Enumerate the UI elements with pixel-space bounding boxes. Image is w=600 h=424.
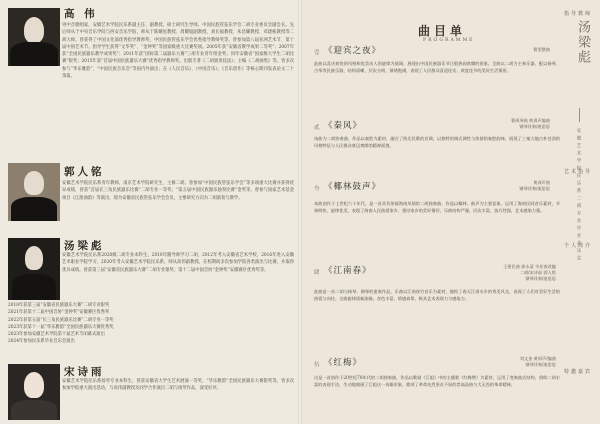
item-1-desc: 此曲以喜庆欢快的风格和优美动人的旋律为基调，展现出中国民族器乐节日般热闹欢腾的景象。全曲以二胡为主奏乐器，配以扬琴、古筝等民族乐器，结构清晰、层次分明、情绪饱满，表现了人民群众喜迎佳宾、欢度佳节的美好生活情景。 (314, 61, 560, 73)
photo-performer-1 (8, 8, 60, 66)
item-4-credit: 王建民曲 郭永清 韦亚南改编 二胡/宋诗雨 郭人铭 钢琴伴奏/庞思思 (503, 264, 556, 281)
photo-performer-2 (8, 163, 60, 221)
item-2-credit: 曹禺琴曲 黄训声编曲 钢琴伴奏/庞思思 (510, 118, 550, 129)
award-item: 2023年获第十一届“华乐雅韵”全国民族器乐大赛优秀奖 (8, 324, 114, 330)
performer-2-name: 郭人铭 (64, 166, 105, 178)
program-subtitle: PROGRAMME (423, 38, 475, 43)
performer-4-role: 特邀嘉宾 (563, 369, 592, 375)
award-item: 2021年获第十二届中国音协“金钟奖”安徽赛区优秀奖 (8, 310, 110, 316)
item-2-number: 贰 (314, 125, 321, 131)
award-item: 2018年获第三届“安徽省民族器乐大赛”二胡专业银奖 (8, 303, 110, 308)
performer-4-name: 宋诗雨 (64, 366, 105, 378)
item-1-number: 壹 (314, 50, 321, 56)
item-4-title: 《江南春》 (324, 266, 372, 276)
program-title: 曲目单 (418, 24, 467, 38)
brush-calligraphy: 汤梁彪 (575, 20, 590, 65)
item-3-title: 《椰林鼓声》 (324, 182, 382, 192)
item-2-title: 《秦风》 (324, 121, 363, 131)
sidebar-vertical-text: 安徽艺术学院民乐系二胡专业毕业音乐会 (576, 128, 581, 263)
item-5-number: 伍 (314, 362, 321, 368)
performer-1-role: 指导教师 (563, 11, 592, 17)
performer-3-bio: 安徽艺术学院民乐系2020级二胡专业本科生，2010年随导师学习二胡，2012年考入安徽省艺术学校，2016年进入安徽艺术职业学院学习，2020年考入安徽艺术学院民乐系，师从高伟副教授。在校期间多次参加学院各类演出与比赛，并取得优异成绩。曾获第三届“安徽省民族器乐大赛”二胡专业银奖；第十二届中国音协“金钟奖”安徽赛区优秀奖等。 (62, 253, 294, 273)
award-item: 2023年参加安徽艺术学院第十届艺术节闭幕式演出 (8, 332, 105, 338)
item-2-desc: 该曲为二胡协奏曲，作品以秦腔为素材，融合了陕北民歌的音调，以独特的调式调性与浓郁的秦腔韵味，展现了三秦大地古朴苍劲的风格特征与人民群众豪迈爽朗的精神面貌。 (314, 136, 560, 148)
page-fold (298, 0, 302, 424)
photo-performer-3 (8, 238, 60, 300)
performer-3-name: 汤梁彪 (64, 240, 105, 252)
item-3-desc: 本曲创作于上世纪六十年代，是一首具有浓郁海南风情的二胡独奏曲。作品以椰林、鼓声为主要意象，运用了海南民间音乐素材，节奏明快、旋律优美，表现了海南人民热爱家乡、建设家乡的美好情怀，乐曲结构严谨，层次丰富，技巧性强，艺术感染力强。 (314, 201, 560, 213)
performer-3-role: 个人简介 (563, 243, 592, 249)
award-item: 2022年获第五届“长三角民族器乐比赛”二胡专业一等奖 (8, 317, 114, 323)
performer-3-awards (8, 302, 294, 360)
photo-performer-4 (8, 364, 60, 420)
item-4-desc: 此曲是一首二胡与扬琴、钢琴的重奏作品，乐曲以江南丝竹音乐为素材，描绘了春天江南水乡的秀美风光，表现了人们对美好生活的热爱与向往。全曲旋律清新流畅，音色丰富，情感真挚，极具艺术表现力与感染力。 (314, 289, 560, 301)
sidebar-decoration (565, 18, 595, 408)
award-item: 2024年参加民乐系毕业音乐会演出 (8, 339, 75, 345)
item-5-title: 《红梅》 (324, 358, 363, 368)
item-5-desc: 这是一首创作于20世纪70年代的二胡独奏曲，作品以歌剧《江姐》中的主题歌《红梅赞》为素材，运用了变奏曲式结构，借助二胡丰富的表现手法，生动地刻画了江姐这一英雄形象，歌颂了革命先烈坚贞不屈的崇高品格与大无畏的革命精神。 (314, 375, 560, 387)
item-3-credit: 黄训声曲 钢琴伴奏/庞思思 (519, 180, 550, 191)
performer-1-bio: 男中音歌唱家，安徽艺术学院民乐系副主任、副教授，硕士研究生导师。中国民族管弦乐学会二胡专业委员会副会长。先后师从于中央音乐学院与西安音乐学院，师从于陈耀星教授、周耀锟副教授、刘长福教授、朱昌耀教授、邓建栋教授等二胡大师。曾获得了中国文化部优秀指导教师奖、中国民族管弦乐学会优秀指导教师奖等。曾参加第八届亚洲艺术节、第十届中国艺术节。指导学生获得“文华奖”、“金钟奖”等国家级重大比赛奖项。2005年获“安徽省教学成果二等奖”；2007年获“全国民族器乐教学成果奖”；2011年获“国际第二届器乐大赛”三胡专业青年组金奖；同年安徽省“国家级大学生二胡比赛”银奖；2015年获“首届中国民族器乐大赛”优秀指导教师奖。出版专著《二胡演奏技法》；主编《二胡曲集》等。曾多次参与“华乐雅韵”、“中国民族音乐会”等国内外演出；在《人民音乐》、《中国音乐》、《音乐创作》等核心期刊发表论文二十余篇。 (62, 23, 294, 80)
performer-4-bio: 安徽艺术学院民乐系扬琴专业本科生，曾获安徽省大学生艺术展演一等奖、“华乐雅韵”全国民族器乐大赛银奖等。曾多次参加学院重大演出活动，与高伟副教授及同学合作演出二胡与扬琴作品，深受好评。 (62, 379, 294, 392)
item-1-title: 《迎宾之夜》 (324, 46, 382, 56)
sidebar-divider (579, 108, 580, 122)
performer-1-name: 高 伟 (64, 8, 98, 20)
item-4-number: 肆 (314, 270, 321, 276)
item-5-credit: 刘文金 黄训声/编曲 钢琴伴奏/庞思思 (519, 356, 556, 367)
performer-2-bio: 安徽艺术学院民乐系青年教师，南京艺术学院研究生，主修二胡。曾参加“中国民族管弦乐学会”等多项重大比赛并获得优异成绩，曾获“首届长三角民族器乐比赛”二胡专业一等奖；“第五届中国民族器乐独奏比赛”金奖等。曾参与国家艺术基金项目《江淮曲韵》等演出，现为安徽省民族管弦乐学会会员，主要研究方向为二胡演奏与教学。 (62, 181, 294, 201)
item-3-number: 叁 (314, 186, 321, 192)
performer-2-role: 艺术指导 (563, 169, 592, 175)
item-1-credit: 曹雯整曲 (533, 47, 550, 52)
